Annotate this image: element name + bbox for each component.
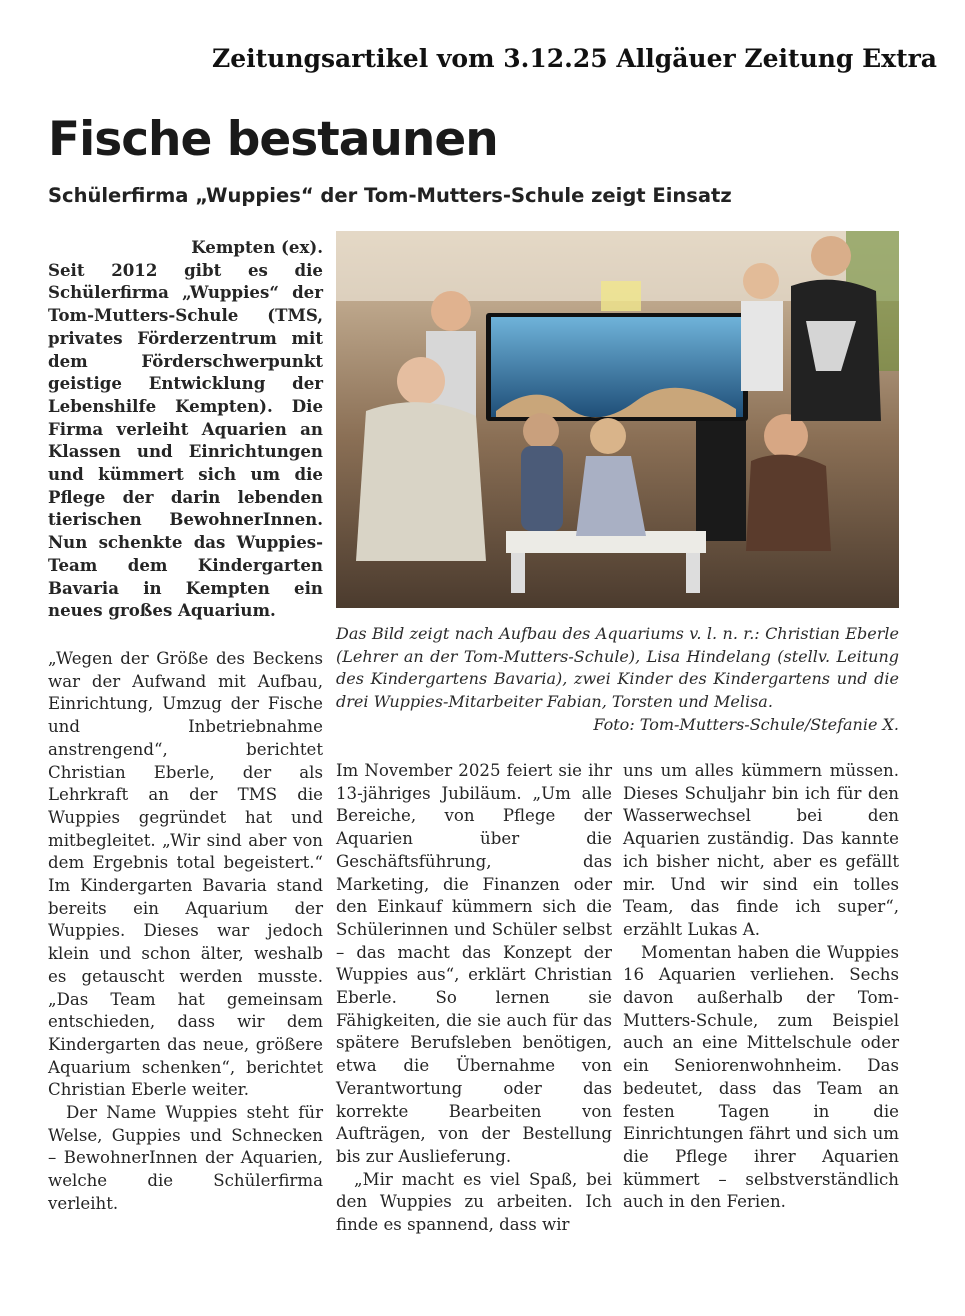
paragraph: Momentan haben die Wuppies 16 Aquarien verliehen. Sechs davon außerhalb der Tom-Mutters-Schule, zum Beispiel auch an eine Mittelschule oder ein Seniorenwohnheim. Das bedeutet, dass das Team an festen Tagen in die Einrichtungen fährt und sich um die Pflege ihrer Aquarien kümmert – selbstverständlich auch in den Ferien. xyxy=(623,942,899,1212)
article-photo xyxy=(336,231,899,608)
paragraph: „Wegen der Größe des Beckens war der Aufwand mit Aufbau, Einrichtung, Umzug der Fische und Inbetriebnahme anstrengend“, berichtet Christian Eberle, der als Lehrkraft an der TMS die Wuppies gegründet hat und mitbegleitet. „Wir sind aber von dem Ergebnis total begeistert.“ Im Kindergarten Bavaria stand bereits ein Aquarium der Wuppies. Dieses war jedoch klein und schon älter, weshalb es getauscht werden musste. „Das Team hat gemeinsam entschieden, dass wir dem Kindergarten das neue, größere Aquarium schenken“, berichtet Christian Eberle weiter. xyxy=(48,649,323,1100)
lead-paragraph: Seit 2012 gibt es die Schülerfirma „Wuppies“ der Tom-Mutters-Schule (TMS, privates Förderzentrum mit dem Förderschwerpunkt geistige Entwicklung der Lebenshilfe Kempten). Die Firma verleiht Aquarien an Klassen und Einrichtungen und kümmert sich um die Pflege der darin lebenden tierischen BewohnerInnen. Nun schenkte das Wuppies-Team dem Kindergarten Bavaria in Kempten ein neues großes Aquarium. xyxy=(48,259,323,621)
photo-credit: Foto: Tom-Mutters-Schule/Stefanie X. xyxy=(593,714,899,734)
paragraph: Im November 2025 feiert sie ihr 13-jähriges Jubiläum. „Um alle Bereiche, von Pflege der Aquarien über die Geschäftsführung, das Marketing, die Finanzen oder den Einkauf kümmern sich die Schülerinnen und Schüler selbst – das macht das Konzept der Wuppies aus“, erklärt Christian Eberle. So lernen sie Fähigkeiten, die sie auch für das spätere Berufsleben benötigen, etwa die Übernahme von Verantwortung oder das korrekte Bearbeiten von Aufträgen, von der Bestellung bis zur Auslieferung. xyxy=(336,761,612,1166)
caption-text: Das Bild zeigt nach Aufbau des Aquariums v. l. n. r.: Christian Eberle (Lehrer an der Tom-Mutters-Schule), Lisa Hindelang (stellv. Leitung des Kindergartens Bavaria), zwei Kinder des Kindergartens und die drei Wuppies-Mitarbeiter Fabian, Torsten und Melisa. xyxy=(336,624,899,712)
paragraph: uns um alles kümmern müssen. Dieses Schuljahr bin ich für den Wasserwechsel bei den Aquarien zuständig. Das kannte ich bisher nicht, aber es gefällt mir. Und wir sind ein tolles Team, das finde ich super“, erzählt Lukas A. xyxy=(623,761,899,939)
source-line: Zeitungsartikel vom 3.12.25 Allgäuer Zeitung Extra xyxy=(211,44,937,73)
paragraph: Der Name Wuppies steht für Welse, Guppies und Schnecken – BewohnerInnen der Aquarien, welche die Schülerfirma verleiht. xyxy=(48,1103,323,1213)
lead-column xyxy=(48,236,323,622)
dateline: Kempten (ex). xyxy=(191,237,323,257)
body-column-1 xyxy=(48,648,323,1216)
paragraph: „Mir macht es viel Spaß, bei den Wuppies zu arbeiten. Ich finde es spannend, dass wir xyxy=(336,1169,612,1235)
article-subheadline: Schülerfirma „Wuppies“ der Tom-Mutters-Schule zeigt Einsatz xyxy=(48,184,732,207)
article-headline: Fische bestaunen xyxy=(48,112,498,167)
body-column-2 xyxy=(336,760,612,1237)
photo-caption xyxy=(336,623,899,737)
body-column-3 xyxy=(623,760,899,1214)
